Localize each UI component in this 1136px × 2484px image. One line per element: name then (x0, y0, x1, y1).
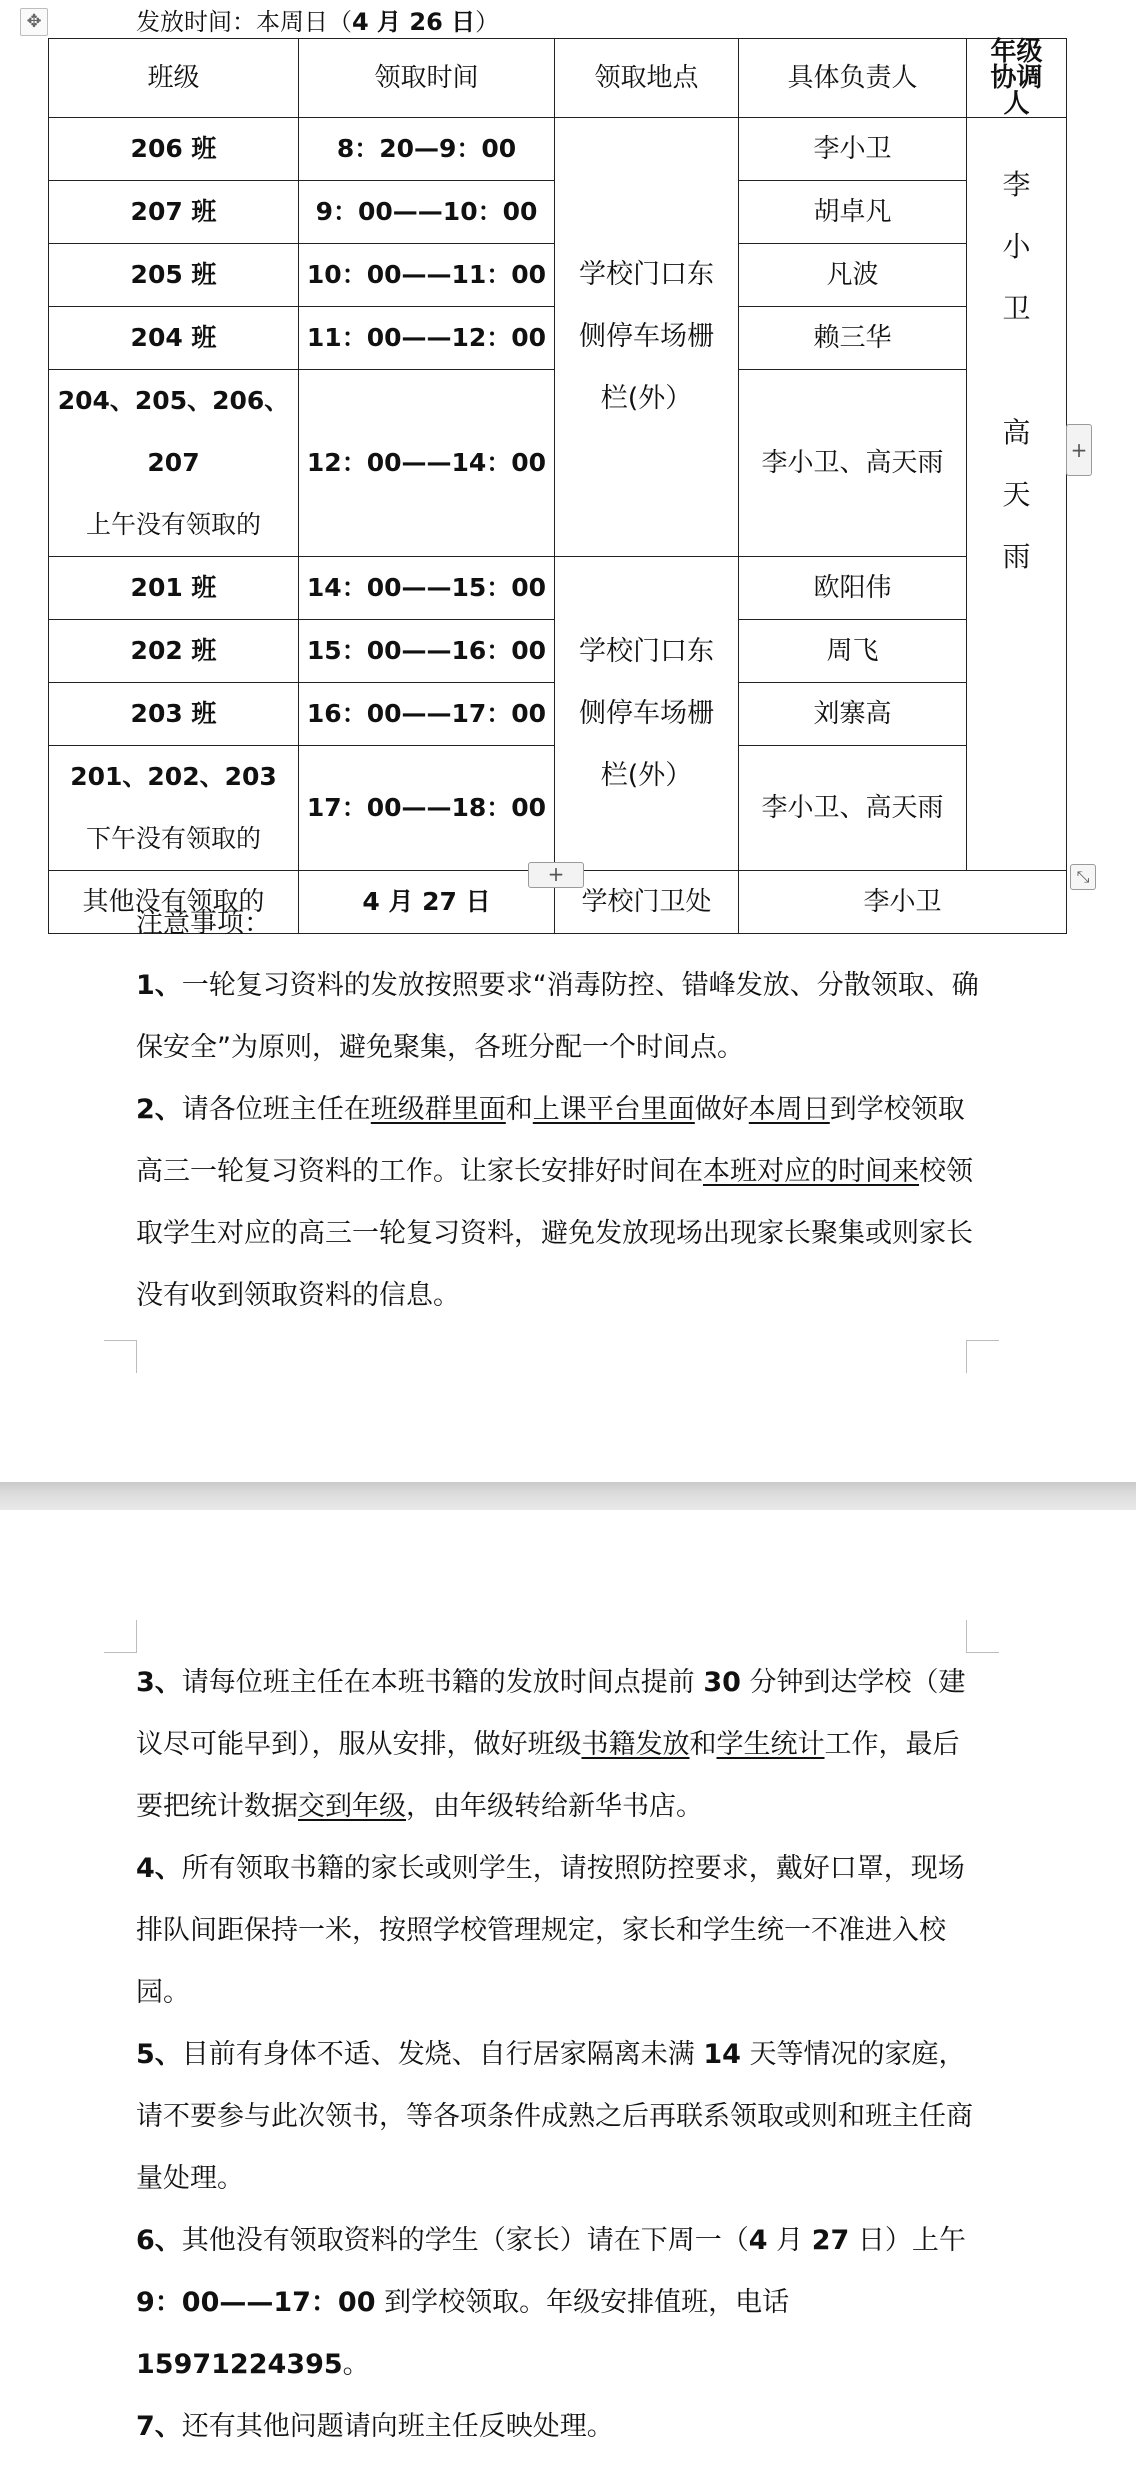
header-person: 具体负责人 (739, 39, 967, 118)
cell-person: 李小卫 (739, 871, 1067, 934)
release-prefix: 发放时间：本周日（ (136, 8, 352, 36)
release-time-line (136, 6, 499, 38)
note-number: 4、 (136, 1853, 182, 1884)
note-bold: 15971224395 (136, 2349, 343, 2380)
note-text: 校领取学生对应的高三一轮复习资料，避免发放现场出现家长聚集或则家长没有收到领取资料的信息。 (136, 1156, 973, 1311)
note-number: 1、 (136, 970, 182, 1001)
note-bold: 30 (703, 1667, 741, 1698)
note-1 (136, 955, 986, 1079)
coordinator-char: 天 (1002, 478, 1031, 511)
header-coordinator-text: 年级协调人 (990, 37, 1043, 119)
cell-class: 201 班 (49, 557, 299, 620)
cell-person: 周飞 (739, 620, 967, 683)
note-text: 所有领取书籍的家长或则学生，请按照防控要求，戴好口罩，现场排队间距保持一米，按照学校管理规定，家长和学生统一不准进入校园。 (136, 1853, 965, 2008)
cell-class (49, 746, 299, 871)
cell-location: 学校门卫处 (555, 871, 739, 934)
note-bold: 14 (703, 2039, 741, 2070)
note-number: 2、 (136, 1094, 182, 1125)
note-underline: 书籍发放 (581, 1729, 690, 1760)
cell-time: 9：00——10：00 (299, 181, 555, 244)
note-underline: 学生统计 (716, 1729, 825, 1760)
note-2 (136, 1079, 986, 1327)
location-line: 学校门口东 (579, 635, 714, 667)
add-column-button[interactable]: + (1066, 424, 1092, 476)
note-number: 3、 (136, 1667, 182, 1698)
note-underline: 交到年级 (298, 1791, 406, 1822)
note-text: 和 (689, 1729, 717, 1760)
header-location: 领取地点 (555, 39, 739, 118)
cell-time: 10：00——11：00 (299, 244, 555, 307)
table-header-row (49, 39, 1067, 118)
note-text: 还有其他问题请向班主任反映处理。 (181, 2411, 614, 2442)
note-4 (136, 1838, 986, 2024)
cell-time: 4 月 27 日 (299, 871, 555, 934)
cell-location-morning (555, 118, 739, 557)
note-bold: 9：00——17：00 (136, 2287, 376, 2318)
cell-class: 205 班 (49, 244, 299, 307)
note-text: 做好 (694, 1094, 749, 1125)
cell-person: 赖三华 (739, 307, 967, 370)
cell-time: 15：00——16：00 (299, 620, 555, 683)
coordinator-char: 李 (1002, 168, 1031, 201)
note-5 (136, 2024, 986, 2210)
schedule-table (48, 38, 1067, 934)
note-text: 请每位班主任在本班书籍的发放时间点提前 (181, 1667, 704, 1698)
location-line: 栏(外） (600, 383, 693, 414)
location-line: 侧停车场栅 (579, 697, 714, 729)
notes-title: 注意事项： (136, 908, 271, 939)
note-text: 工作，最后要把统计数据 (136, 1729, 960, 1822)
cell-person: 刘寨高 (739, 683, 967, 746)
notes-section-page1 (136, 893, 986, 1327)
note-text: 其他没有领取资料的学生（家长）请在下周一（ (181, 2225, 749, 2256)
note-underline: 班级群里面 (370, 1094, 506, 1125)
location-line: 栏(外） (600, 759, 693, 791)
note-text: 请各位班主任在 (181, 1094, 371, 1125)
note-bold: 27 (811, 2225, 850, 2256)
cell-person: 李小卫、高天雨 (739, 746, 967, 871)
note-7 (136, 2396, 986, 2458)
note-number: 7、 (136, 2411, 182, 2442)
header-time: 领取时间 (299, 39, 555, 118)
page-margin-corner (104, 1620, 137, 1653)
cell-time: 12：00——14：00 (299, 370, 555, 557)
note-underline: 本周日 (748, 1094, 830, 1125)
notes-section-page2 (136, 1652, 986, 2458)
class-line: 204、205、206、207 (57, 386, 290, 477)
header-coordinator (967, 39, 1067, 118)
release-date: 4 月 26 日 (352, 8, 476, 36)
location-line: 侧停车场栅 (579, 321, 714, 352)
cell-person: 胡卓凡 (739, 181, 967, 244)
add-row-button[interactable]: + (528, 862, 584, 888)
release-suffix: ） (475, 8, 500, 36)
location-line: 学校门口东 (579, 259, 714, 290)
table-move-handle-icon[interactable]: ✥ (20, 8, 48, 36)
cell-class: 202 班 (49, 620, 299, 683)
coordinator-char: 高 (1002, 416, 1031, 449)
note-text: 。 (342, 2349, 370, 2380)
class-line: 上午没有领取的 (85, 510, 261, 539)
cell-class: 207 班 (49, 181, 299, 244)
note-number: 5、 (136, 2039, 182, 2070)
note-text: ，由年级转给新华书店。 (406, 1791, 703, 1822)
cell-person: 李小卫 (739, 118, 967, 181)
cell-coordinator (967, 118, 1067, 871)
note-number: 6、 (136, 2225, 182, 2256)
coordinator-char: 卫 (1002, 292, 1031, 325)
table-row (49, 557, 1067, 620)
table-row (49, 118, 1067, 181)
note-text: 天等情况的家庭，请不要参与此次领书，等各项条件成熟之后再联系领取或则和班主任商量处理。 (136, 2039, 973, 2194)
cell-location-afternoon (555, 557, 739, 871)
note-text: 月 (767, 2225, 812, 2256)
page-break (0, 1482, 1136, 1510)
table-resize-icon[interactable]: ⤡ (1070, 864, 1096, 890)
class-line: 下午没有领取的 (85, 824, 261, 853)
class-line: 201、202、203 (70, 762, 277, 791)
note-text: 到学校领取。年级安排值班，电话 (375, 2287, 790, 2318)
cell-time: 8：20—9：00 (299, 118, 555, 181)
cell-class: 203 班 (49, 683, 299, 746)
cell-time: 14：00——15：00 (299, 557, 555, 620)
note-bold: 4 (748, 2225, 768, 2256)
note-text: 一轮复习资料的发放按照要求“消毒防控、错峰发放、分散领取、确保安全”为原则，避免聚集，各班分配一个时间点。 (136, 970, 979, 1063)
page-margin-corner (966, 1340, 999, 1373)
note-text: 到学校领取高三一轮复习资料的工作。让家长安排好时间在 (136, 1094, 965, 1187)
cell-person: 李小卫、高天雨 (739, 370, 967, 557)
cell-time: 17：00——18：00 (299, 746, 555, 871)
note-3 (136, 1652, 986, 1838)
coordinator-char: 小 (1002, 230, 1031, 263)
cell-class (49, 370, 299, 557)
coordinator-char: 雨 (1002, 540, 1031, 573)
document-page-2 (0, 1510, 1136, 2484)
note-text: 日）上午 (849, 2225, 966, 2256)
note-6 (136, 2210, 986, 2396)
cell-time: 16：00——17：00 (299, 683, 555, 746)
cell-time: 11：00——12：00 (299, 307, 555, 370)
note-text: 目前有身体不适、发烧、自行居家隔离未满 (181, 2039, 704, 2070)
cell-class: 其他没有领取的 (49, 871, 299, 934)
note-text: 和 (505, 1094, 533, 1125)
page-margin-corner (966, 1620, 999, 1653)
cell-person: 欧阳伟 (739, 557, 967, 620)
note-underline: 上课平台里面 (532, 1094, 695, 1125)
note-text: 分钟到达学校（建议尽可能早到），服从安排，做好班级 (136, 1667, 966, 1760)
cell-person: 凡波 (739, 244, 967, 307)
cell-class: 206 班 (49, 118, 299, 181)
cell-class: 204 班 (49, 307, 299, 370)
note-underline: 本班对应的时间来 (703, 1156, 919, 1187)
header-class: 班级 (49, 39, 299, 118)
page-margin-corner (104, 1340, 137, 1373)
coordinator-char (967, 340, 1066, 402)
